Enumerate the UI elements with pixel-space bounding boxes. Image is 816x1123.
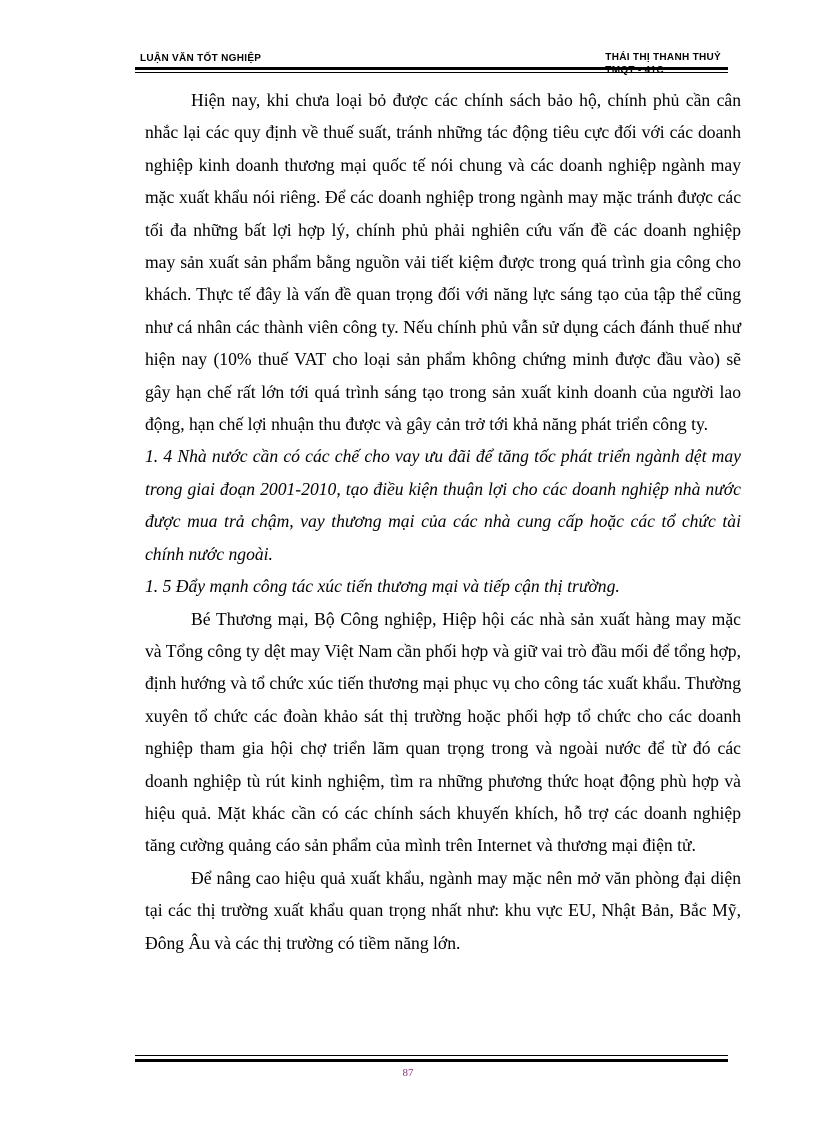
page-body bbox=[145, 84, 741, 959]
footer-rule-thin bbox=[135, 1055, 728, 1056]
header-thesis-title: LUẬN VĂN TỐT NGHIỆP bbox=[140, 53, 262, 64]
header-class-code: TMQT - 41C bbox=[605, 65, 664, 76]
heading-1-5-trade-promotion: 1. 5 Đẩy mạnh công tác xúc tiến thương mại và tiếp cận thị trường. bbox=[145, 576, 620, 597]
footer-rule-thick bbox=[135, 1059, 728, 1062]
header-author-name: THÁI THỊ THANH THUỶ bbox=[605, 52, 721, 63]
header-rule-thick bbox=[135, 67, 728, 70]
header-rule-thin bbox=[135, 72, 728, 73]
header-author bbox=[605, 51, 721, 77]
paragraph-representative-offices: Để nâng cao hiệu quả xuất khẩu, ngành may mặc nên mở văn phòng đại diện tại các thị trường xuất khẩu quan trọng nhất như: khu vực EU, Nhật Bản, Bắc Mỹ, Đông Âu và các thị trường có tiềm năng lớn. bbox=[145, 867, 741, 953]
heading-1-4-loans: 1. 4 Nhà nước cần có các chế cho vay ưu đãi để tăng tốc phát triển ngành dệt may trong giai đoạn 2001-2010, tạo điều kiện thuận lợi cho các doanh nghiệp nhà nước được mua trả chậm, vay thương mại của các nhà cung cấp hoặc các tổ chức tài chính nước ngoài. bbox=[145, 446, 741, 564]
paragraph-tax-policy: Hiện nay, khi chưa loại bỏ được các chính sách bảo hộ, chính phủ cần cân nhắc lại các quy định về thuế suất, tránh những tác động tiêu cực đối với các doanh nghiệp kinh doanh thương mại quốc tế nói chung và các doanh nghiệp ngành may mặc xuất khẩu nói riêng. Để các doanh nghiệp trong ngành may mặc tránh được các tối đa những bất lợi hợp lý, chính phủ phải nghiên cứu vấn đề các doanh nghiệp may sản xuất sản phẩm bằng nguồn vải tiết kiệm được trong quá trình gia công cho khách. Thực tế đây là vấn đề quan trọng đối với năng lực sáng tạo của tập thể cũng như cá nhân các thành viên công ty. Nếu chính phủ vẫn sử dụng cách đánh thuế như hiện nay (10% thuế VAT cho loại sản phẩm không chứng minh được đầu vào) sẽ gây hạn chế rất lớn tới quá trình sáng tạo trong sản xuất kinh doanh của người lao động, hạn chế lợi nhuận thu được và gây cản trở tới khả năng phát triển công ty. bbox=[145, 90, 741, 435]
paragraph-trade-promotion: Bé Thương mại, Bộ Công nghiệp, Hiệp hội các nhà sản xuất hàng may mặc và Tổng công ty dệt may Việt Nam cần phối hợp và giữ vai trò đầu mối để tổng hợp, định hướng và tổ chức xúc tiến thương mại phục vụ cho công tác xuất khẩu. Thường xuyên tổ chức các đoàn khảo sát thị trường hoặc phối hợp tổ chức cho các doanh nghiệp tham gia hội chợ triển lãm quan trọng trong và ngoài nước để từ đó các doanh nghiệp tù rút kinh nghiệm, tìm ra những phương thức hoạt động phù hợp và hiệu quả. Mặt khác cần có các chính sách khuyến khích, hỗ trợ các doanh nghiệp tăng cường quảng cáo sản phẩm của mình trên Internet và thương mại điện tử. bbox=[145, 608, 741, 856]
page-number: 87 bbox=[402, 1067, 414, 1079]
